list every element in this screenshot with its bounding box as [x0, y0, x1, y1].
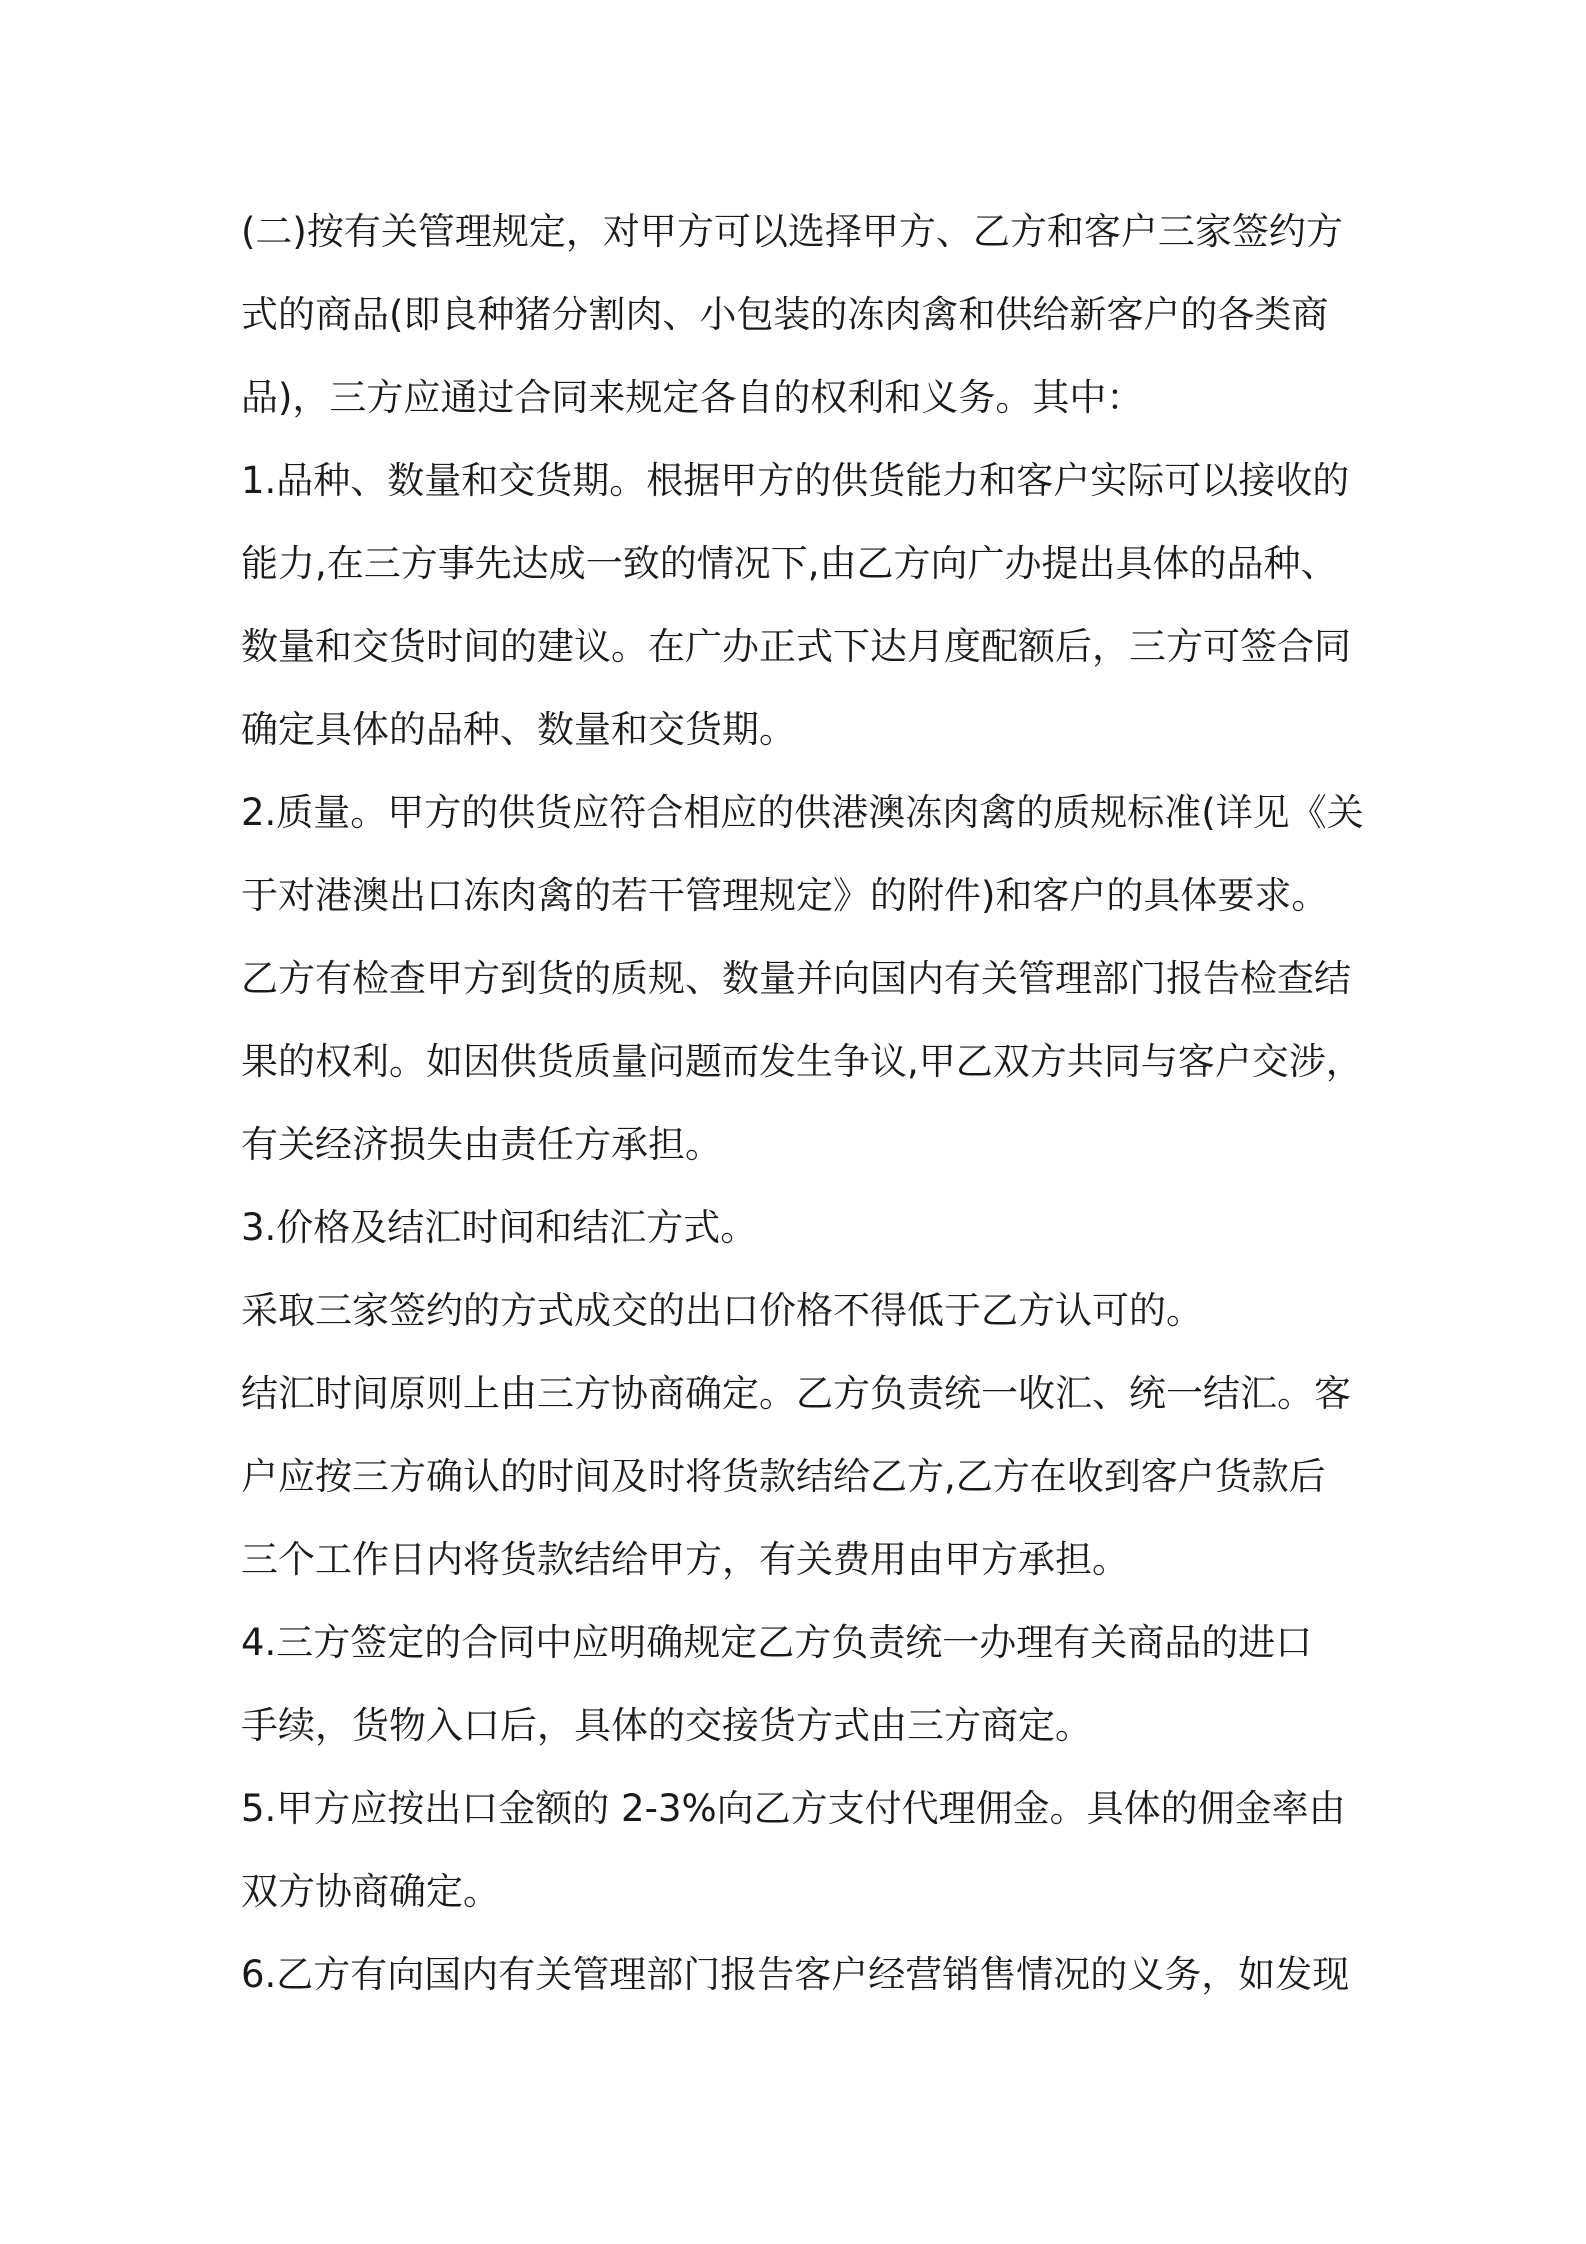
text-line: 3.价格及结汇时间和结汇方式。: [241, 1206, 758, 1249]
text-line: 5.甲方应按出口金额的 2-3%向乙方支付代理佣金。具体的佣金率由: [241, 1787, 1346, 1830]
text-line: 能力,在三方事先达成一致的情况下,由乙方向广办提出具体的品种、: [241, 542, 1338, 585]
text-line: 双方协商确定。: [241, 1870, 500, 1913]
text-line: 于对港澳出口冻肉禽的若干管理规定》的附件)和客户的具体要求。: [241, 874, 1329, 917]
text-line: 品)，三方应通过合同来规定各自的权利和义务。其中：: [241, 376, 1144, 419]
text-line: 确定具体的品种、数量和交货期。: [241, 708, 796, 751]
document-body: [241, 190, 1364, 2016]
text-line: 数量和交货时间的建议。在广办正式下达月度配额后，三方可签合同: [241, 625, 1351, 668]
text-line: 果的权利。如因供货质量问题而发生争议,甲乙双方共同与客户交涉，: [241, 1040, 1363, 1083]
text-line: 采取三家签约的方式成交的出口价格不得低于乙方认可的。: [241, 1289, 1203, 1332]
text-line: 6.乙方有向国内有关管理部门报告客户经营销售情况的义务，如发现: [241, 1953, 1350, 1996]
text-line: 户应按三方确认的时间及时将货款结给乙方,乙方在收到客户货款后: [241, 1455, 1326, 1498]
text-line: 2.质量。甲方的供货应符合相应的供港澳冻肉禽的质规标准(详见《关: [241, 791, 1364, 834]
text-line: 手续，货物入口后，具体的交接货方式由三方商定。: [241, 1704, 1092, 1747]
text-line: 三个工作日内将货款结给甲方，有关费用由甲方承担。: [241, 1538, 1129, 1581]
text-line: 结汇时间原则上由三方协商确定。乙方负责统一收汇、统一结汇。客: [241, 1372, 1351, 1415]
text-line: 乙方有检查甲方到货的质规、数量并向国内有关管理部门报告检查结: [241, 957, 1351, 1000]
text-line: 式的商品(即良种猪分割肉、小包装的冻肉禽和供给新客户的各类商: [241, 293, 1329, 336]
text-line: 4.三方签定的合同中应明确规定乙方负责统一办理有关商品的进口: [241, 1621, 1313, 1664]
text-line: 1.品种、数量和交货期。根据甲方的供货能力和客户实际可以接收的: [241, 459, 1350, 502]
text-line: (二)按有关管理规定，对甲方可以选择甲方、乙方和客户三家签约方: [241, 210, 1343, 253]
text-line: 有关经济损失由责任方承担。: [241, 1123, 722, 1166]
